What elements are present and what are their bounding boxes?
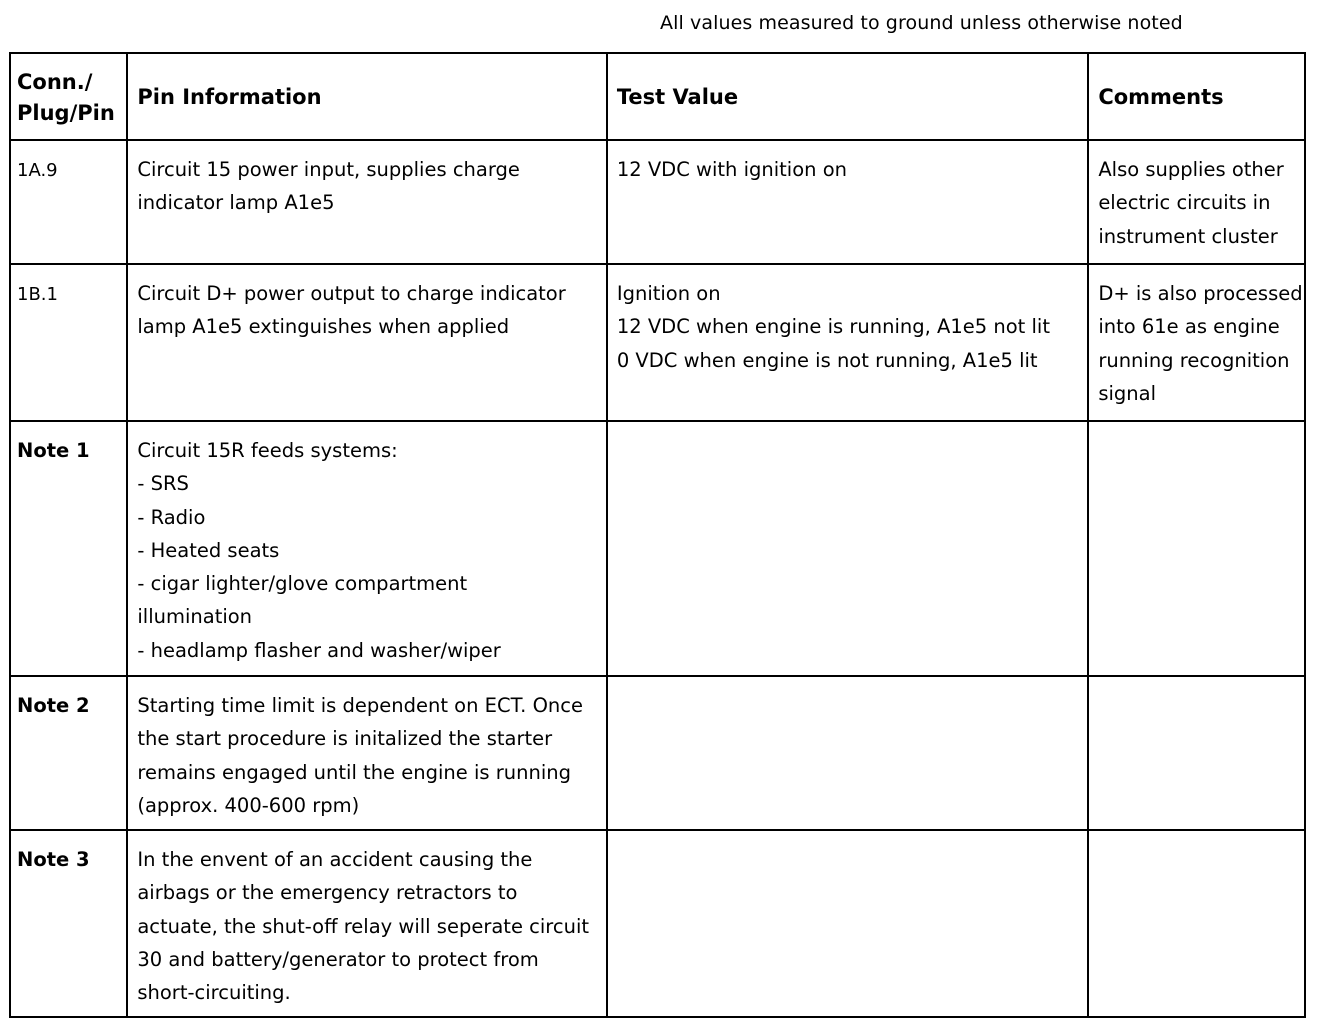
table-header-row [10, 53, 1305, 140]
test-value-line: 0 VDC when engine is not running, A1e5 lit [616, 348, 1038, 372]
test-value-cell [607, 676, 1088, 830]
pin-information-line: airbags or the emergency retractors to [137, 881, 518, 905]
test-value-cell [607, 264, 1088, 421]
comments-cell [1088, 676, 1305, 830]
pin-information-line: - Radio [137, 505, 206, 529]
pin-information-line: - cigar lighter/glove compartment [137, 572, 468, 596]
pin-table [9, 52, 1306, 1018]
pin-information-line: illumination [137, 605, 253, 629]
pin-information-line: 30 and battery/generator to protect from [137, 947, 539, 971]
table-row [10, 421, 1305, 676]
pin-information-line: Circuit 15 power input, supplies charge [137, 158, 520, 181]
pin-information-line: In the envent of an accident causing the [137, 848, 533, 871]
pin-information-line: - SRS [137, 472, 189, 496]
pin-information-cell [127, 264, 606, 421]
comments-line: running recognition [1098, 348, 1290, 372]
pin-information-line: Circuit D+ power output to charge indicator [137, 282, 566, 305]
note-label: Note 2 [17, 694, 90, 717]
column-header-conn-plug-pin [10, 53, 127, 140]
comments-line: electric circuits in [1098, 191, 1271, 215]
test-value-line: 12 VDC when engine is running, A1e5 not lit [616, 315, 1050, 339]
pin-information-line: the start procedure is initalized the starter [137, 727, 553, 751]
comments-cell [1088, 830, 1305, 1017]
comments-cell [1088, 421, 1305, 676]
pin-information-cell [127, 140, 606, 264]
test-value-cell [607, 830, 1088, 1017]
pin-information-line: short-circuiting. [137, 981, 291, 1005]
test-value-cell [607, 421, 1088, 676]
pin-information-line: Circuit 15R feeds systems: [137, 439, 398, 462]
pin-id: 1A.9 [17, 160, 58, 181]
pin-information-cell [127, 676, 606, 830]
pin-information-cell [127, 830, 606, 1017]
measurement-note: All values measured to ground unless otherwise noted [660, 12, 1183, 34]
pin-information-cell [127, 421, 606, 676]
table-row [10, 830, 1305, 1017]
pin-cell [10, 264, 127, 421]
test-value-line: Ignition on [616, 282, 721, 305]
pin-information-line: - headlamp flasher and washer/wiper [137, 638, 501, 662]
comments-cell [1088, 140, 1305, 264]
pin-information-line: - Heated seats [137, 538, 280, 562]
note-label: Note 3 [17, 848, 90, 871]
pin-cell [10, 676, 127, 830]
note-label: Note 1 [17, 439, 90, 462]
pin-cell [10, 140, 127, 264]
pin-information-line: actuate, the shut-off relay will seperate circuit [137, 914, 590, 938]
table-row [10, 264, 1305, 421]
comments-line: into 61e as engine [1098, 315, 1280, 339]
column-header-test-value: Test Value [607, 53, 1088, 140]
pin-id: 1B.1 [17, 284, 58, 305]
comments-line: D+ is also processed [1098, 282, 1303, 305]
comments-line: signal [1098, 381, 1156, 405]
pin-information-line: indicator lamp A1e5 [137, 191, 335, 215]
column-header-line: Conn./ [17, 69, 93, 94]
pin-information-line: lamp A1e5 extinguishes when applied [137, 315, 510, 339]
test-value-cell [607, 140, 1088, 264]
column-header-line: Plug/Pin [17, 100, 115, 125]
table-row [10, 140, 1305, 264]
pin-information-line: remains engaged until the engine is running [137, 760, 571, 784]
pin-cell [10, 830, 127, 1017]
column-header-pin-information: Pin Information [127, 53, 606, 140]
table-row [10, 676, 1305, 830]
pin-cell [10, 421, 127, 676]
comments-cell [1088, 264, 1305, 421]
test-value-line: 12 VDC with ignition on [616, 158, 847, 181]
comments-line: Also supplies other [1098, 158, 1284, 181]
pin-information-line: Starting time limit is dependent on ECT. Once [137, 694, 584, 717]
column-header-comments: Comments [1088, 53, 1305, 140]
comments-line: instrument cluster [1098, 224, 1278, 248]
pin-information-line: (approx. 400-600 rpm) [137, 793, 360, 817]
